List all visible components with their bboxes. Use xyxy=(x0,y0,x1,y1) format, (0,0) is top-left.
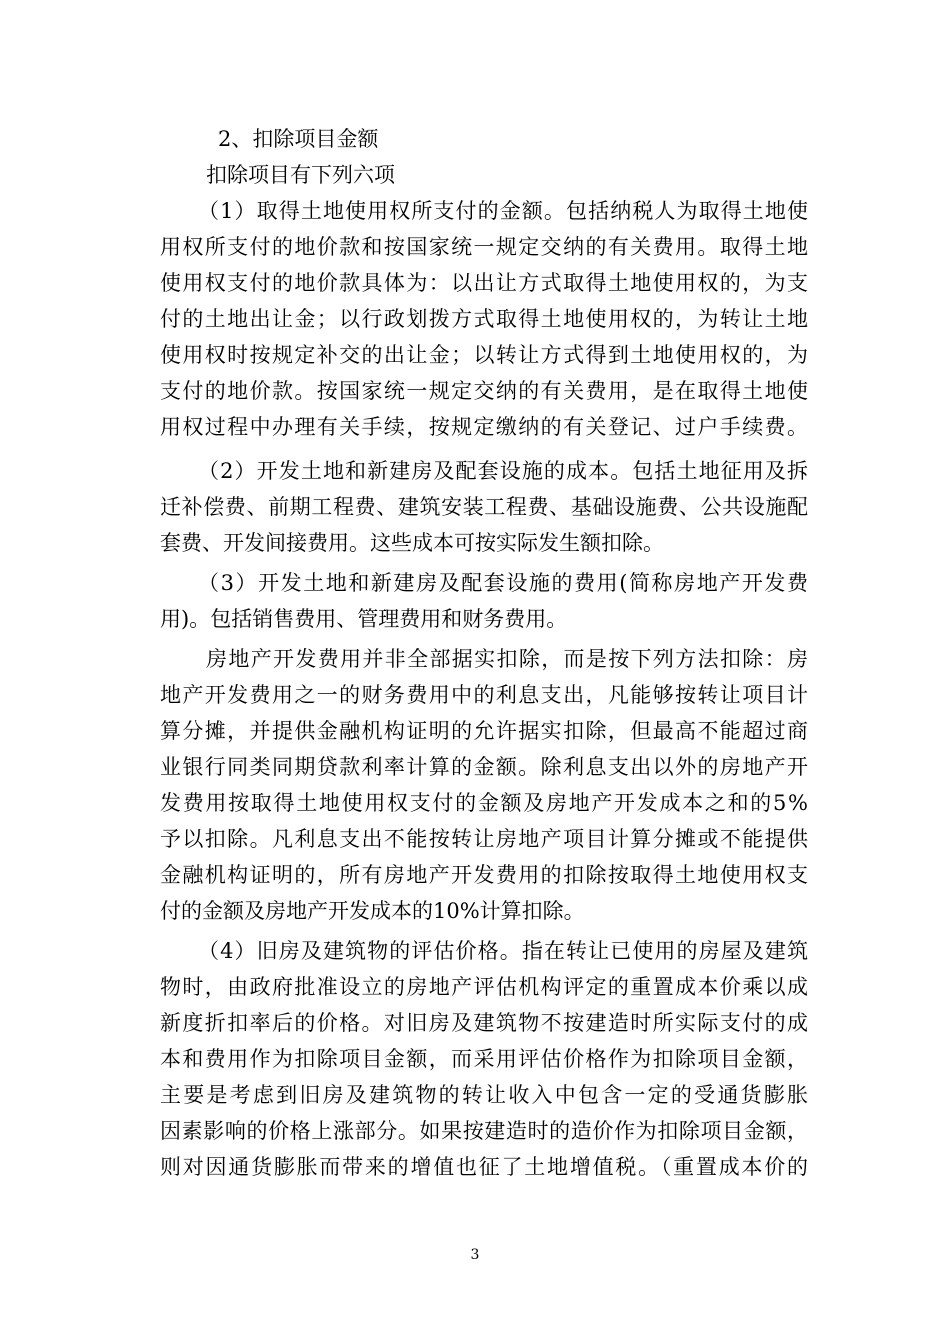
text-line: 物时，由政府批准设立的房地产评估机构评定的重置成本价乘以成 xyxy=(160,975,810,999)
text-line: 发费用按取得土地使用权支付的金额及房地产开发成本之和的5% xyxy=(160,791,810,815)
text-line: （3）开发土地和新建房及配套设施的费用(简称房地产开发费 xyxy=(198,571,810,595)
text-line: 主要是考虑到旧房及建筑物的转让收入中包含一定的受通货膨胀 xyxy=(160,1083,811,1107)
text-line: 用权过程中办理有关手续，按规定缴纳的有关登记、过户手续费。 xyxy=(160,415,810,439)
text-line: 使用权支付的地价款具体为：以出让方式取得土地使用权的，为支 xyxy=(160,271,810,295)
text-line: 业银行同类同期贷款利率计算的金额。除利息支出以外的房地产开 xyxy=(160,755,810,779)
text-line: 套费、开发间接费用。这些成本可按实际发生额扣除。 xyxy=(160,531,664,555)
text-line: 付的土地出让金；以行政划拨方式取得土地使用权的，为转让土地 xyxy=(160,307,810,331)
text-line: 房地产开发费用并非全部据实扣除，而是按下列方法扣除：房 xyxy=(206,647,810,671)
text-line: 迁补偿费、前期工程费、建筑安装工程费、基础设施费、公共设施配 xyxy=(160,495,809,519)
text-line: 地产开发费用之一的财务费用中的利息支出，凡能够按转让项目计 xyxy=(160,683,810,707)
text-line: 金融机构证明的，所有房地产开发费用的扣除按取得土地使用权支 xyxy=(160,863,810,887)
text-line: 付的金额及房地产开发成本的10%计算扣除。 xyxy=(160,899,585,923)
text-line: 用)。包括销售费用、管理费用和财务费用。 xyxy=(160,607,568,631)
text-line: 支付的地价款。按国家统一规定交纳的有关费用，是在取得土地使 xyxy=(160,379,810,403)
text-line: 因素影响的价格上涨部分。如果按建造时的造价作为扣除项目金额， xyxy=(160,1119,809,1143)
text-line: 算分摊，并提供金融机构证明的允许据实扣除，但最高不能超过商 xyxy=(160,719,810,743)
text-line: 本和费用作为扣除项目金额，而采用评估价格作为扣除项目金额， xyxy=(160,1047,810,1071)
text-line: （2）开发土地和新建房及配套设施的成本。包括土地征用及拆 xyxy=(198,459,810,483)
text-line: 使用权时按规定补交的出让金；以转让方式得到土地使用权的，为 xyxy=(160,343,810,367)
text-line: （1）取得土地使用权所支付的金额。包括纳税人为取得土地使 xyxy=(198,199,810,223)
page-number: 3 xyxy=(470,1247,480,1263)
text-line: 予以扣除。凡利息支出不能按转让房地产项目计算分摊或不能提供 xyxy=(160,827,810,851)
text-line: 扣除项目有下列六项 xyxy=(206,163,395,187)
text-line: 用权所支付的地价款和按国家统一规定交纳的有关费用。取得土地 xyxy=(160,235,810,259)
text-line: 则对因通货膨胀而带来的增值也征了土地增值税。（重置成本价的 xyxy=(160,1155,810,1179)
text-line: 新度折扣率后的价格。对旧房及建筑物不按建造时所实际支付的成 xyxy=(160,1011,810,1035)
text-line: （4）旧房及建筑物的评估价格。指在转让已使用的房屋及建筑 xyxy=(198,939,810,963)
section-heading: 2、扣除项目金额 xyxy=(218,127,379,151)
